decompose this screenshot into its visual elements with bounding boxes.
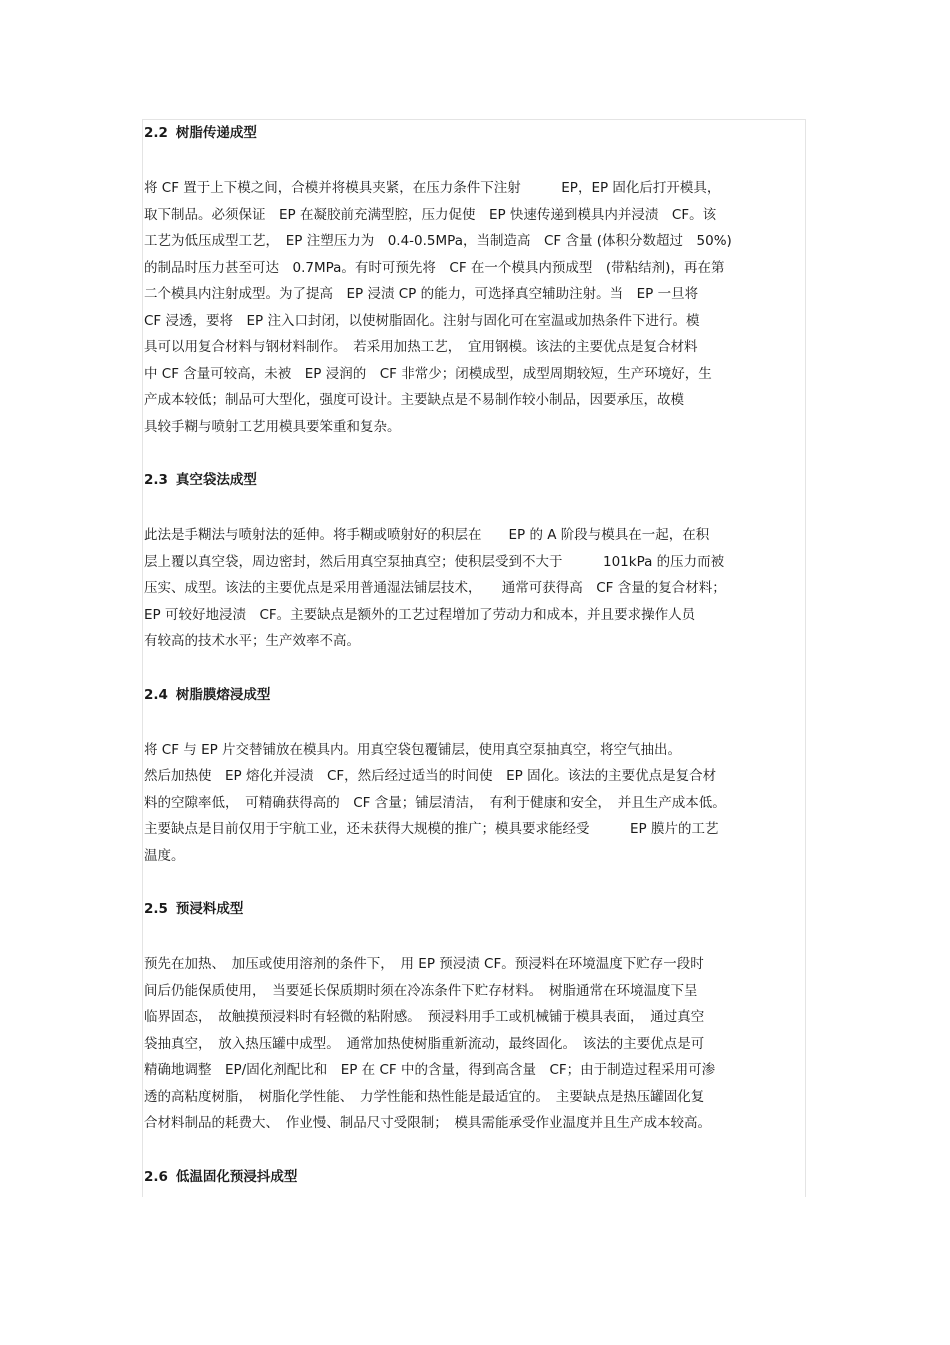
section-paragraph (144, 737, 804, 870)
section-title: 预浸料成型 (175, 901, 244, 917)
section-number: 2.5 (144, 901, 168, 917)
section-number: 2.3 (144, 472, 168, 488)
paragraph-line: 透的高粘度树脂， 树脂化学性能、 力学性能和热性能是最适宜的。 主要缺点是热压罐固化复 (144, 1088, 705, 1105)
paragraph-line: CF 浸透，要将 EP 注入口封闭，以使树脂固化。注射与固化可在室温或加热条件下进行。模 (144, 312, 700, 329)
section-2-2 (144, 122, 804, 440)
paragraph-line: 的制品时压力甚至可达 0.7MPa。有时可预先将 CF 在一个模具内预成型 (带粘结剂)，再在第 (144, 259, 725, 276)
section-title: 树脂膜熔浸成型 (175, 686, 271, 703)
section-title: 树脂传递成型 (175, 125, 257, 141)
paragraph-line: 预先在加热、 加压或使用溶剂的条件下， 用 EP 预浸渍 CF。预浸料在环境温度下贮存一段时 (144, 956, 704, 972)
document-body (144, 122, 804, 1188)
paragraph-line: 料的空隙率低， 可精确获得高的 CF 含量；铺层清洁， 有利于健康和安全， 并且生产成本低。 (144, 794, 726, 811)
section-heading (144, 1166, 804, 1188)
paragraph-line: 具可以用复合材料与钢材料制作。 若采用加热工艺， 宜用钢模。该法的主要优点是复合材料 (144, 339, 698, 355)
section-2-5 (144, 898, 804, 1137)
paragraph-line: 将 CF 置于上下模之间，合模并将模具夹紧，在压力条件下注射 EP，EP 固化后打开模具， (144, 180, 721, 196)
section-2-6 (144, 1166, 804, 1188)
section-2-3 (144, 469, 804, 655)
section-heading (144, 898, 804, 920)
paragraph-line: 取下制品。必须保证 EP 在凝胶前充满型腔，压力促使 EP 快速传递到模具内并浸渍 CF。该 (144, 206, 717, 223)
section-number: 2.4 (144, 686, 168, 703)
section-title: 真空袋法成型 (175, 472, 257, 488)
paragraph-line: 临界固态， 故触摸预浸料时有轻微的粘附感。 预浸料用手工或机械铺于模具表面， 通过真空 (144, 1009, 705, 1025)
section-paragraph (144, 175, 804, 440)
paragraph-line: 中 CF 含量可较高，未被 EP 浸润的 CF 非常少；闭模成型，成型周期较短，生产环境好，生 (144, 365, 712, 382)
paragraph-line: 二个模具内注射成型。为了提高 EP 浸渍 CP 的能力，可选择真空辅助注射。当 EP 一旦将 (144, 286, 699, 302)
section-number: 2.6 (144, 1168, 168, 1185)
section-title: 低温固化预浸抖成型 (175, 1168, 298, 1185)
section-heading (144, 684, 804, 706)
paragraph-line: 压实、成型。该法的主要优点是采用普通湿法铺层技术， 通常可获得高 CF 含量的复合材料； (144, 580, 726, 596)
paragraph-line: 然后加热使 EP 熔化并浸渍 CF，然后经过适当的时间使 EP 固化。该法的主要优点是复合材 (144, 768, 717, 784)
paragraph-line: 间后仍能保质使用， 当要延长保质期时须在冷冻条件下贮存材料。 树脂通常在环境温度下呈 (144, 982, 698, 999)
paragraph-line: 此法是手糊法与喷射法的延伸。将手糊或喷射好的积层在 EP 的 A 阶段与模具在一起，在积 (144, 527, 710, 543)
section-paragraph (144, 951, 804, 1137)
paragraph-line: 袋抽真空， 放入热压罐中成型。 通常加热使树脂重新流动，最终固化。 该法的主要优点是可 (144, 1035, 705, 1052)
paragraph-line: EP 可较好地浸渍 CF。主要缺点是额外的工艺过程增加了劳动力和成本，并且要求操作人员 (144, 606, 696, 623)
paragraph-line: 合材料制品的耗费大、 作业慢、制品尺寸受限制； 模具需能承受作业温度并且生产成本较高。 (144, 1115, 711, 1131)
paragraph-line: 将 CF 与 EP 片交替铺放在模具内。用真空袋包覆铺层，使用真空泵抽真空，将空气抽出。 (144, 741, 682, 758)
section-paragraph (144, 522, 804, 655)
paragraph-line: 精确地调整 EP/固化剂配比和 EP 在 CF 中的含量，得到高含量 CF；由于制造过程采用可渗 (144, 1062, 716, 1078)
section-2-4 (144, 684, 804, 870)
paragraph-line: 具较手糊与喷射工艺用模具要笨重和复杂。 (144, 418, 401, 435)
section-heading (144, 122, 804, 144)
paragraph-line: 有较高的技术水平；生产效率不高。 (144, 633, 360, 649)
section-number: 2.2 (144, 125, 168, 141)
paragraph-line: 温度。 (144, 847, 185, 864)
paragraph-line: 工艺为低压成型工艺， EP 注塑压力为 0.4-0.5MPa，当制造高 CF 含量 (体积分数超过 50%) (144, 233, 732, 249)
paragraph-line: 层上覆以真空袋，周边密封，然后用真空泵抽真空；使积层受到不大于 101kPa 的压力而被 (144, 553, 725, 570)
section-heading (144, 469, 804, 491)
paragraph-line: 主要缺点是目前仅用于宇航工业，还未获得大规模的推广；模具要求能经受 EP 膜片的工艺 (144, 821, 719, 837)
paragraph-line: 产成本较低；制品可大型化，强度可设计。主要缺点是不易制作较小制品，因要承压，故模 (144, 392, 684, 408)
